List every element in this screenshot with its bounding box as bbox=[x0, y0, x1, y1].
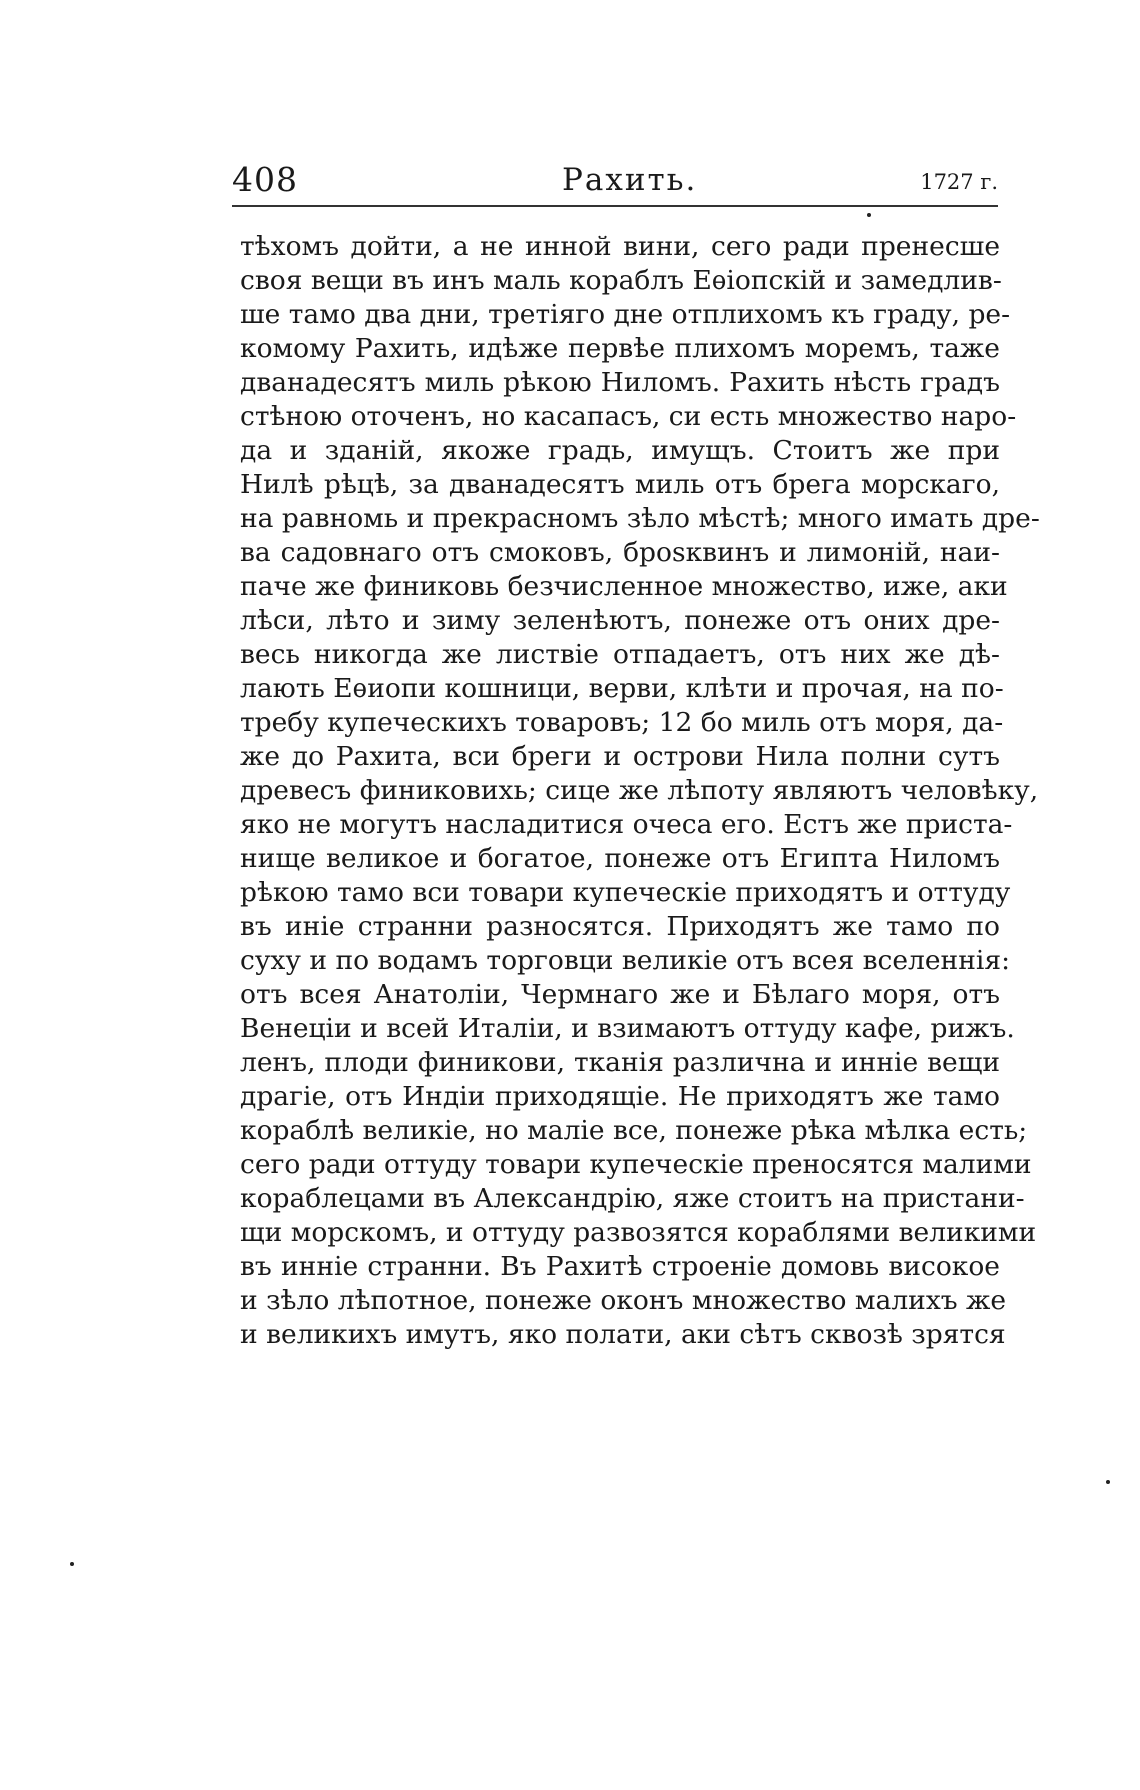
body-text bbox=[240, 230, 1040, 1352]
text-line: нище великое и богатое, понеже отъ Египта Ниломъ bbox=[240, 843, 1000, 874]
text-line: рѣкою тамо вси товари купеческіе приходятъ и оттуду bbox=[240, 877, 1011, 908]
text-line: щи морскомъ, и оттуду развозятся кораблями великими bbox=[240, 1217, 1037, 1248]
text-line: ленъ, плоди финикови, тканія различна и инніе вещи bbox=[240, 1047, 1000, 1078]
header-rule bbox=[232, 205, 998, 207]
text-line: суху и по водамъ торговци великіе отъ всея вселеннія: bbox=[240, 945, 1011, 976]
text-line: дванадесятъ миль рѣкою Ниломъ. Рахить нѣсть градъ bbox=[240, 367, 1000, 398]
text-line: отъ всея Анатоліи, Чермнаго же и Бѣлаго моря, отъ bbox=[240, 979, 1000, 1010]
text-line: да и зданій, якоже градь, имущъ. Стоитъ же при bbox=[240, 435, 1000, 466]
page-number: 408 bbox=[232, 160, 298, 199]
scan-speck bbox=[867, 213, 871, 217]
text-line: Венеціи и всей Италіи, и взимаютъ оттуду кафе, рижъ. bbox=[240, 1013, 1015, 1044]
text-line: сего ради оттуду товари купеческіе преносятся малими bbox=[240, 1149, 1032, 1180]
scan-speck bbox=[70, 1562, 74, 1566]
running-header bbox=[232, 160, 998, 204]
running-title: Рахить. bbox=[562, 162, 698, 198]
text-line: лають Еѳиопи кошници, верви, клѣти и прочая, на по- bbox=[240, 673, 1004, 704]
text-line: яко не могутъ насладитися очеса его. Естъ же приста- bbox=[240, 809, 1013, 840]
text-line: ва садовнаго отъ смоковъ, брosквинъ и лимоній, наи- bbox=[240, 537, 1000, 568]
text-line: своя вещи въ инъ маль кораблъ Еѳіопскій и замедлив- bbox=[240, 265, 1002, 296]
text-line: ше тамо два дни, третіяго дне отплихомъ къ граду, ре- bbox=[240, 299, 1011, 330]
text-line: въ иніе странни разносятся. Приходятъ же тамо по bbox=[240, 911, 1000, 942]
text-line: требу купеческихъ товаровъ; 12 бо миль отъ моря, да- bbox=[240, 707, 1004, 738]
text-line: же до Рахита, вси бреги и острови Нила полни сутъ bbox=[240, 741, 1000, 772]
text-line: тѣхомъ дойти, а не инной вини, сего ради пренесше bbox=[240, 231, 1000, 262]
text-line: весь никогда же листвіе отпадаетъ, отъ них же дѣ- bbox=[240, 639, 1000, 670]
text-line: Нилѣ рѣцѣ, за дванадесятъ миль отъ брега морскаго, bbox=[240, 469, 1000, 500]
scan-speck bbox=[1106, 1480, 1110, 1484]
text-line: лѣси, лѣто и зиму зеленѣютъ, понеже отъ оних дре- bbox=[240, 605, 1000, 636]
text-line: и великихъ имутъ, яко полати, аки сѣтъ сквозѣ зрятся bbox=[240, 1319, 1006, 1350]
text-line: на равномь и прекрасномъ зѣло мѣстѣ; много имать дре- bbox=[240, 503, 1040, 534]
year-label: 1727 г. bbox=[920, 170, 998, 194]
text-line: паче же финиковь безчисленное множество, иже, аки bbox=[240, 571, 1008, 602]
text-line: драгіе, отъ Индіи приходящіе. Не приходятъ же тамо bbox=[240, 1081, 1000, 1112]
text-line: и зѣло лѣпотное, понеже оконъ множество малихъ же bbox=[240, 1285, 1007, 1316]
text-line: кораблецами въ Александрію, яже стоитъ на пристани- bbox=[240, 1183, 1025, 1214]
text-line: древесъ финиковихь; сице же лѣпоту являютъ человѣку, bbox=[240, 775, 1039, 806]
text-line: кораблѣ великіе, но маліе все, понеже рѣка мѣлка есть; bbox=[240, 1115, 1028, 1146]
text-line: стѣною оточенъ, но касапасъ, си есть множество наро- bbox=[240, 401, 1017, 432]
text-line: въ инніе странни. Въ Рахитѣ строеніе домовь високое bbox=[240, 1251, 1000, 1282]
text-line: комому Рахить, идѣже первѣе плихомъ моремъ, таже bbox=[240, 333, 1000, 364]
